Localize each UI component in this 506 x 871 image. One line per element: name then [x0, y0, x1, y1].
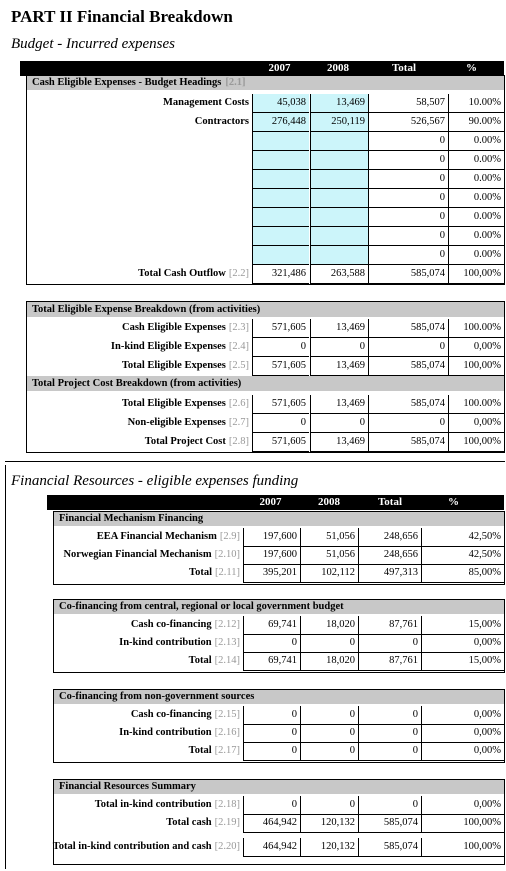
cell-total: 87,761 — [358, 616, 421, 635]
cell-percent: 100,00% — [421, 814, 504, 833]
cell-2007: 0 — [243, 634, 300, 653]
cell-percent: 15,00% — [421, 652, 504, 671]
cell-total: 248,656 — [358, 528, 421, 547]
cell-2008: 13,469 — [310, 395, 368, 414]
row-code: [2.19] — [214, 817, 240, 828]
cell-total: 585,074 — [368, 357, 448, 376]
cell-2008: 0 — [300, 706, 358, 725]
cell-2008: 18,020 — [300, 652, 358, 671]
col-percent: % — [466, 62, 477, 74]
cell-2008: 18,020 — [300, 616, 358, 635]
cell-2007: 197,600 — [243, 546, 300, 565]
cell-2007: 464,942 — [243, 814, 300, 833]
row-label-text: Total Eligible Expenses — [121, 398, 226, 409]
cell-2007: 395,201 — [243, 564, 300, 583]
section-title: Co-financing from non-government sources — [59, 691, 255, 702]
row-label-text: Total cash — [166, 817, 212, 828]
cell-2008: 120,132 — [300, 838, 358, 857]
section-title: Total Eligible Expense Breakdown (from activities) — [32, 304, 261, 315]
budget-column-header — [20, 61, 504, 76]
cell-2008: 13,469 — [310, 433, 368, 452]
cell-percent: 0.00% — [448, 132, 504, 151]
cell-2008: 0 — [310, 338, 368, 357]
cell-total: 0 — [368, 246, 448, 265]
cell-total: 87,761 — [358, 652, 421, 671]
cell-percent: 0,00% — [421, 796, 504, 815]
col-2007: 2007 — [268, 62, 291, 74]
cell-percent: 0,00% — [421, 634, 504, 653]
cell-2008: 102,112 — [300, 564, 358, 583]
row-label-text: Total — [188, 745, 212, 756]
row-code: [2.2] — [228, 268, 249, 279]
breakdown-box — [26, 301, 505, 453]
cell-total: 526,567 — [368, 113, 448, 132]
resources-group-box — [53, 599, 505, 673]
cell-2008: 263,588 — [310, 265, 368, 284]
section-code: [2.1] — [225, 77, 246, 88]
cell-2008: 51,056 — [300, 546, 358, 565]
cell-2008: 13,469 — [310, 357, 368, 376]
cell-total: 0 — [368, 151, 448, 170]
row-code: [2.13] — [214, 637, 240, 648]
cell-total: 0 — [368, 227, 448, 246]
cell-total: 585,074 — [368, 395, 448, 414]
cell-total: 58,507 — [368, 94, 448, 113]
cell-percent: 100,00% — [448, 357, 504, 376]
res-col-2007: 2007 — [259, 496, 282, 508]
row-label-text: In-kind contribution — [119, 637, 212, 648]
row-code: [2.15] — [214, 709, 240, 720]
cell-total: 497,313 — [358, 564, 421, 583]
section-title: Financial Resources Summary — [59, 781, 196, 792]
row-code: [2.7] — [228, 417, 249, 428]
cell-percent: 100.00% — [448, 319, 504, 338]
row-code: [2.4] — [228, 341, 249, 352]
cell-total: 0 — [368, 414, 448, 433]
cell-percent: 0,00% — [421, 706, 504, 725]
row-code: [2.8] — [228, 436, 249, 447]
cell-percent: 0,00% — [448, 338, 504, 357]
row-label-text: Cash Eligible Expenses — [122, 322, 226, 333]
cell-total: 585,074 — [368, 433, 448, 452]
res-col-total: Total — [377, 496, 403, 508]
resources-heading: Financial Resources - eligible expenses funding — [11, 473, 299, 489]
cell-2008: 0 — [300, 634, 358, 653]
cell-2007: 0 — [252, 414, 309, 433]
resources-column-header — [47, 495, 504, 510]
cell-total: 585,074 — [368, 265, 448, 284]
cell-percent: 0,00% — [421, 724, 504, 743]
cell-2007[interactable]: 276,448 — [252, 113, 309, 132]
row-label-text: Total — [189, 567, 213, 578]
cell-2007: 464,942 — [243, 838, 300, 857]
cell-percent: 0.00% — [448, 227, 504, 246]
cell-2007: 571,605 — [252, 357, 309, 376]
row-label-text: Cash co-financing — [130, 709, 212, 720]
row-code: [2.17] — [214, 745, 240, 756]
row-code: [2.11] — [215, 567, 240, 578]
cell-2007: 571,605 — [252, 433, 309, 452]
resources-group-box — [53, 779, 505, 865]
cell-total: 0 — [358, 796, 421, 815]
cell-total: 0 — [358, 724, 421, 743]
cell-2007: 0 — [243, 742, 300, 761]
cell-2007: 0 — [243, 796, 300, 815]
cell-percent: 42,50% — [421, 546, 504, 565]
cell-2007: 0 — [243, 706, 300, 725]
cell-percent: 10.00% — [448, 94, 504, 113]
cell-percent: 100,00% — [448, 433, 504, 452]
cell-2007[interactable]: 45,038 — [252, 94, 309, 113]
row-code: [2.9] — [219, 531, 240, 542]
page-title: PART II Financial Breakdown — [11, 7, 233, 26]
cell-percent: 0,00% — [448, 414, 504, 433]
cell-percent: 15,00% — [421, 616, 504, 635]
row-label-text: Management Costs — [162, 97, 249, 108]
row-label-text: Total in-kind contribution — [94, 799, 212, 810]
cell-percent: 42,50% — [421, 528, 504, 547]
cell-2008: 0 — [310, 414, 368, 433]
row-label-text: In-kind Eligible Expenses — [110, 341, 226, 352]
cell-percent: 100,00% — [448, 265, 504, 284]
row-code: [2.18] — [214, 799, 240, 810]
section-divider — [5, 461, 505, 462]
cell-total: 0 — [358, 742, 421, 761]
section-title: Total Project Cost Breakdown (from activities) — [32, 378, 242, 389]
cell-2008[interactable]: 250,119 — [310, 113, 368, 132]
row-code: [2.3] — [228, 322, 249, 333]
row-code: [2.5] — [228, 360, 249, 371]
row-label-text: Cash co-financing — [130, 619, 212, 630]
cell-2008: 0 — [300, 742, 358, 761]
cell-2007: 69,741 — [243, 616, 300, 635]
row-label-text: Total Eligible Expenses — [121, 360, 226, 371]
cell-total: 585,074 — [368, 319, 448, 338]
section-title: Co-financing from central, regional or local government budget — [59, 601, 344, 612]
cell-2007: 571,605 — [252, 395, 309, 414]
resources-group-box — [53, 511, 505, 585]
row-label-text: Norwegian Financial Mechanism — [63, 549, 212, 560]
cell-percent: 100.00% — [448, 395, 504, 414]
cell-2007: 571,605 — [252, 319, 309, 338]
row-code: [2.10] — [214, 549, 240, 560]
cell-2007: 69,741 — [243, 652, 300, 671]
col-2008: 2008 — [327, 62, 349, 74]
cell-percent: 0,00% — [421, 742, 504, 761]
financial-breakdown-page — [5, 3, 505, 869]
res-col-2008: 2008 — [318, 496, 340, 508]
cell-2008: 51,056 — [300, 528, 358, 547]
cell-percent: 0.00% — [448, 151, 504, 170]
cell-percent: 0.00% — [448, 189, 504, 208]
cell-total: 248,656 — [358, 546, 421, 565]
row-label-text: Total — [188, 655, 212, 666]
res-col-percent: % — [448, 496, 459, 508]
row-code: [2.20] — [214, 841, 240, 852]
cell-2008[interactable]: 13,469 — [310, 94, 368, 113]
cell-percent: 0.00% — [448, 208, 504, 227]
row-code: [2.6] — [228, 398, 249, 409]
cell-2007: 0 — [243, 724, 300, 743]
cell-2007: 197,600 — [243, 528, 300, 547]
cell-percent: 90.00% — [448, 113, 504, 132]
row-code: [2.16] — [214, 727, 240, 738]
cell-2008: 0 — [300, 796, 358, 815]
cell-total: 0 — [358, 634, 421, 653]
col-total: Total — [391, 62, 417, 74]
row-label-text: Total Cash Outflow — [138, 268, 226, 279]
section-title: Cash Eligible Expenses - Budget Headings — [32, 77, 222, 88]
cell-percent: 100,00% — [421, 838, 504, 857]
row-label-text: Contractors — [194, 116, 249, 127]
cell-2008: 0 — [300, 724, 358, 743]
row-code: [2.14] — [214, 655, 240, 666]
cell-2008: 13,469 — [310, 319, 368, 338]
cell-2008: 120,132 — [300, 814, 358, 833]
cell-total: 585,074 — [358, 814, 421, 833]
row-code: [2.12] — [214, 619, 240, 630]
cell-total: 0 — [358, 706, 421, 725]
cell-percent: 0.00% — [448, 246, 504, 265]
left-rule — [5, 465, 6, 869]
cell-total: 0 — [368, 189, 448, 208]
cell-percent: 85,00% — [421, 564, 504, 583]
section-title: Financial Mechanism Financing — [59, 513, 204, 524]
cell-total: 0 — [368, 208, 448, 227]
cell-total: 585,074 — [358, 838, 421, 857]
row-label-text: Total Project Cost — [144, 436, 226, 447]
cell-total: 0 — [368, 338, 448, 357]
cell-total: 0 — [368, 170, 448, 189]
resources-group-box — [53, 689, 505, 763]
row-label-text: EEA Financial Mechanism — [96, 531, 217, 542]
budget-heading: Budget - Incurred expenses — [11, 36, 175, 52]
row-label-text: In-kind contribution — [119, 727, 212, 738]
cell-2007: 0 — [252, 338, 309, 357]
cell-total: 0 — [368, 132, 448, 151]
cash-eligible-box — [26, 75, 505, 285]
cell-2007: 321,486 — [252, 265, 309, 284]
row-label-text: Non-eligible Expenses — [127, 417, 226, 428]
cell-percent: 0.00% — [448, 170, 504, 189]
row-label-text: Total in-kind contribution and cash — [52, 841, 212, 852]
